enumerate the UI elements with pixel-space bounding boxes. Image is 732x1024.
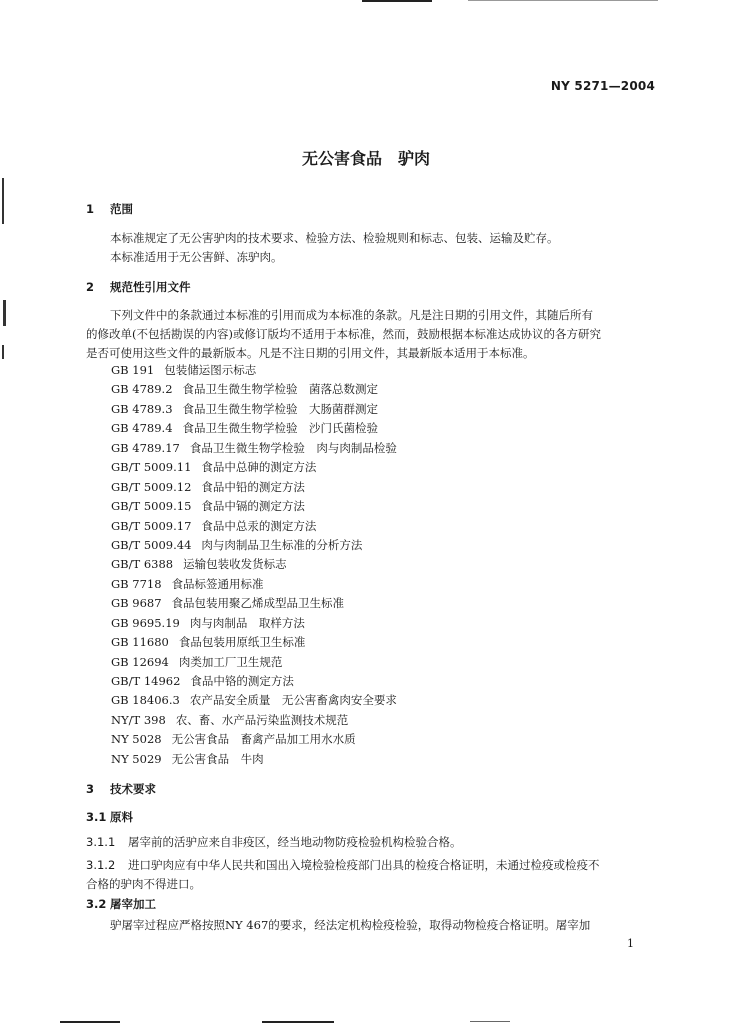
reference-item bbox=[111, 575, 397, 594]
reference-code: NY 5029 bbox=[111, 751, 162, 766]
section-2-intro-line-2: 的修改单(不包括勘误的内容)或修订版均不适用于本标准，然而，鼓励根据本标准达成协议的各方研究 bbox=[86, 327, 601, 341]
clause-text: 进口驴肉应有中华人民共和国出入境检验检疫部门出具的检疫合格证明，未通过检疫或检疫不 bbox=[128, 858, 600, 872]
reference-title: 无公害食品 牛肉 bbox=[171, 751, 264, 766]
reference-item bbox=[111, 458, 397, 477]
scan-artifact-top bbox=[362, 0, 432, 2]
scan-artifact-left-edge-3 bbox=[2, 345, 4, 359]
reference-item bbox=[111, 361, 397, 380]
section-3-2-text: 驴屠宰过程应严格按照NY 467的要求，经法定机构检疫检验，取得动物检疫合格证明。屠宰加 bbox=[110, 918, 591, 932]
section-number: 1 bbox=[86, 202, 95, 216]
reference-item bbox=[111, 400, 397, 419]
section-number: 2 bbox=[86, 280, 95, 294]
section-title: 原料 bbox=[110, 810, 133, 824]
reference-code: GB 9687 bbox=[111, 596, 162, 611]
reference-item bbox=[111, 750, 397, 769]
reference-title: 食品中总砷的测定方法 bbox=[201, 460, 317, 475]
reference-code: GB 4789.4 bbox=[111, 421, 173, 436]
reference-code: GB/T 5009.11 bbox=[111, 460, 192, 475]
reference-title: 包装储运图示标志 bbox=[164, 363, 257, 377]
reference-title: 食品中镉的测定方法 bbox=[201, 499, 305, 514]
reference-code: GB 4789.2 bbox=[111, 382, 173, 397]
reference-title: 肉与肉制品 取样方法 bbox=[189, 615, 305, 630]
reference-title: 农、畜、水产品污染监测技术规范 bbox=[175, 712, 349, 727]
reference-item bbox=[111, 419, 397, 438]
section-2-intro-line-1: 下列文件中的条款通过本标准的引用而成为本标准的条款。凡是注日期的引用文件，其随后所有 bbox=[110, 308, 593, 322]
reference-code: GB 7718 bbox=[111, 576, 162, 591]
scan-artifact-bottom-left bbox=[60, 1021, 120, 1023]
section-3-1-2-line-2: 合格的驴肉不得进口。 bbox=[86, 877, 201, 891]
section-1-heading bbox=[86, 201, 133, 217]
reference-title: 食品卫生微生物学检验 肉与肉制品检验 bbox=[189, 440, 397, 455]
reference-title: 食品卫生微生物学检验 沙门氏菌检验 bbox=[182, 421, 379, 436]
reference-item bbox=[111, 691, 397, 710]
reference-item bbox=[111, 672, 397, 691]
reference-item bbox=[111, 497, 397, 516]
section-1-line-1: 本标准规定了无公害驴肉的技术要求、检验方法、检验规则和标志、包装、运输及贮存。 bbox=[110, 231, 559, 245]
page-number: 1 bbox=[627, 937, 634, 950]
section-title: 范围 bbox=[110, 202, 133, 216]
scan-artifact-bottom-mid bbox=[262, 1021, 334, 1023]
reference-code: GB 4789.3 bbox=[111, 401, 173, 416]
reference-title: 食品中总汞的测定方法 bbox=[201, 518, 317, 533]
section-title: 技术要求 bbox=[110, 782, 156, 796]
reference-item bbox=[111, 439, 397, 458]
reference-item bbox=[111, 730, 397, 749]
reference-item bbox=[111, 614, 397, 633]
reference-title: 运输包装收发货标志 bbox=[183, 557, 287, 572]
reference-title: 食品包装用聚乙烯成型品卫生标准 bbox=[171, 596, 345, 611]
section-2-heading bbox=[86, 279, 191, 295]
reference-code: GB/T 5009.15 bbox=[111, 499, 192, 514]
clause-text: 屠宰前的活驴应来自非疫区，经当地动物防疫检验机构检验合格。 bbox=[128, 835, 462, 849]
reference-item bbox=[111, 711, 397, 730]
reference-title: 肉与肉制品卫生标准的分析方法 bbox=[201, 537, 363, 552]
reference-code: GB/T 5009.17 bbox=[111, 518, 192, 533]
scan-artifact-top-right bbox=[468, 0, 658, 1]
section-2-intro-line-3: 是否可使用这些文件的最新版本。凡是不注日期的引用文件，其最新版本适用于本标准。 bbox=[86, 346, 535, 360]
section-title: 屠宰加工 bbox=[110, 897, 156, 911]
section-number: 3.1 bbox=[86, 810, 107, 824]
reference-title: 无公害食品 畜禽产品加工用水水质 bbox=[171, 732, 356, 747]
reference-item bbox=[111, 594, 397, 613]
section-number: 3 bbox=[86, 782, 95, 796]
reference-code: GB 12694 bbox=[111, 654, 169, 669]
reference-code: GB 18406.3 bbox=[111, 693, 180, 708]
reference-item bbox=[111, 478, 397, 497]
reference-code: GB 4789.17 bbox=[111, 440, 180, 455]
reference-title: 食品中铅的测定方法 bbox=[201, 479, 305, 494]
reference-code: GB/T 6388 bbox=[111, 557, 174, 572]
scan-artifact-left-edge-1 bbox=[2, 178, 4, 224]
reference-code: NY/T 398 bbox=[111, 712, 166, 727]
section-3-2-heading bbox=[86, 896, 156, 912]
reference-title: 食品标签通用标准 bbox=[171, 576, 264, 591]
section-3-heading bbox=[86, 781, 156, 797]
section-3-1-2-line-1 bbox=[86, 856, 600, 875]
reference-code: GB/T 5009.12 bbox=[111, 479, 192, 494]
section-number: 3.2 bbox=[86, 897, 107, 911]
section-3-1-1 bbox=[86, 833, 462, 852]
clause-number: 3.1.1 bbox=[86, 835, 116, 849]
standard-number: NY 5271—2004 bbox=[550, 79, 655, 93]
reference-title: 肉类加工厂卫生规范 bbox=[178, 654, 283, 669]
section-1-line-2: 本标准适用于无公害鲜、冻驴肉。 bbox=[110, 250, 283, 264]
clause-number: 3.1.2 bbox=[86, 858, 116, 872]
reference-code: GB/T 5009.44 bbox=[111, 537, 192, 552]
reference-code: GB 9695.19 bbox=[111, 615, 180, 630]
scan-artifact-bottom-right bbox=[470, 1021, 510, 1022]
reference-title: 食品中铬的测定方法 bbox=[190, 674, 294, 688]
reference-item bbox=[111, 653, 397, 672]
reference-item bbox=[111, 536, 397, 555]
document-title: 无公害食品 驴肉 bbox=[301, 149, 430, 168]
scan-artifact-left-edge-2 bbox=[3, 300, 6, 326]
reference-title: 农产品安全质量 无公害畜禽肉安全要求 bbox=[189, 693, 397, 708]
reference-code: NY 5028 bbox=[111, 732, 162, 747]
reference-item bbox=[111, 517, 397, 536]
section-title: 规范性引用文件 bbox=[110, 280, 191, 294]
reference-code: GB 191 bbox=[111, 363, 155, 377]
reference-title: 食品包装用原纸卫生标准 bbox=[178, 635, 306, 650]
reference-title: 食品卫生微生物学检验 菌落总数测定 bbox=[182, 382, 379, 397]
reference-title: 食品卫生微生物学检验 大肠菌群测定 bbox=[182, 401, 379, 416]
reference-code: GB/T 14962 bbox=[111, 674, 181, 688]
reference-item bbox=[111, 633, 397, 652]
normative-reference-list bbox=[111, 361, 397, 769]
reference-item bbox=[111, 380, 397, 399]
section-3-1-heading bbox=[86, 809, 133, 825]
reference-code: GB 11680 bbox=[111, 635, 169, 650]
reference-item bbox=[111, 555, 397, 574]
